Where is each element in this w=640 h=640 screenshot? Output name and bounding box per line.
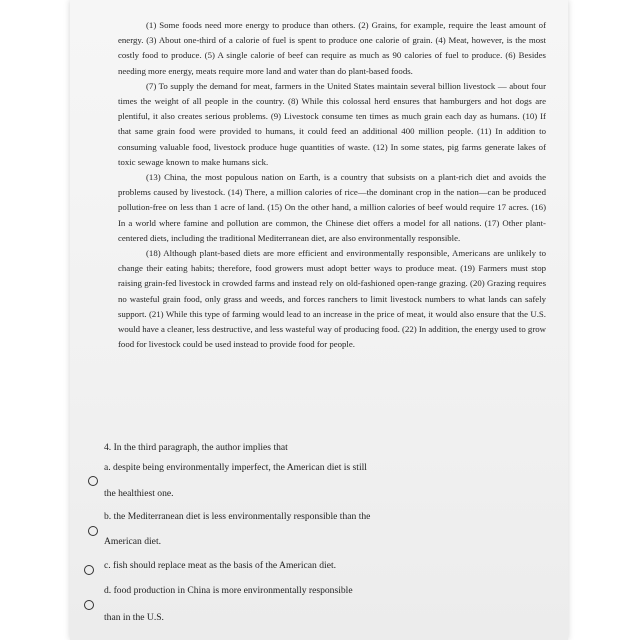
- option-b-line-1: b. the Mediterranean diet is less environmentally responsible than the: [104, 511, 371, 522]
- option-a-line-1: a. despite being environmentally imperfect, the American diet is still: [104, 462, 367, 473]
- option-d-line-2: than in the U.S.: [104, 612, 164, 623]
- radio-button-b[interactable]: [88, 526, 98, 536]
- option-c-line-1: c. fish should replace meat as the basis of the American diet.: [104, 560, 337, 571]
- passage-paragraph-3: (13) China, the most populous nation on Earth, is a country that subsists on a plant-rich diet and avoids the problems caused by livestock. (14) There, a million calories of rice—the dominant crop in the nation—can be produced pollution-free on less than 1 acre of land. (15) On the other hand, a million calories of beef would require 17 acres. (16) In a world where famine and pollution are common, the Chinese diet offers a model for all nations. (17) Other plant-centered diets, including the traditional Mediterranean diet, are also environmentally responsible.: [118, 172, 546, 243]
- passage-paragraph-4: (18) Although plant-based diets are more efficient and environmentally responsible, Americans are unlikely to change their eating habits; therefore, food growers must adopt better ways to produce meat. (19) Farmers must stop raising grain-fed livestock in crowded farms and instead rely on old-fashioned open-range grazing. (20) Grazing requires no wasteful grain food, only grass and weeds, and forces ranchers to limit livestock numbers to what lands can safely support. (21) While this type of farming would lead to an increase in the price of meat, it would also ensure that the U.S. would have a cleaner, less destructive, and less wasteful way of producing food. (22) In addition, the energy used to grow food for livestock could be used instead to provide food for people.: [118, 248, 546, 350]
- option-a-line-2: the healthiest one.: [104, 488, 174, 499]
- radio-button-d[interactable]: [84, 600, 94, 610]
- reading-passage: [118, 18, 546, 352]
- radio-button-c[interactable]: [84, 565, 94, 575]
- passage-paragraph-2: (7) To supply the demand for meat, farmers in the United States maintain several billion livestock — about four times the weight of all people in the country. (8) While this colossal herd ensures that hamburgers and hot dogs are plentiful, it also creates serious problems. (9) Livestock consume ten times as much grain each day as humans. (10) If that same grain food were provided to humans, it could feed an additional 400 million people. (11) In addition to consuming valuable food, livestock produce huge quantities of waste. (12) In some states, pig farms generate lakes of toxic sewage known to make humans sick.: [118, 80, 546, 167]
- passage-paragraph-1: (1) Some foods need more energy to produce than others. (2) Grains, for example, require the least amount of energy. (3) About one-third of a calorie of fuel is spent to produce one calorie of grain. (4) Meat, however, is the most costly food to produce. (5) A single calorie of beef can require as much as 90 calories of fuel to produce. (6) Besides needing more energy, meats require more land and water than do plant-based foods.: [118, 20, 546, 76]
- option-b-line-2: American diet.: [104, 536, 162, 547]
- radio-button-a[interactable]: [88, 476, 98, 486]
- option-d-line-1: d. food production in China is more environmentally responsible: [104, 585, 353, 596]
- question-stem: 4. In the third paragraph, the author implies that: [104, 442, 288, 453]
